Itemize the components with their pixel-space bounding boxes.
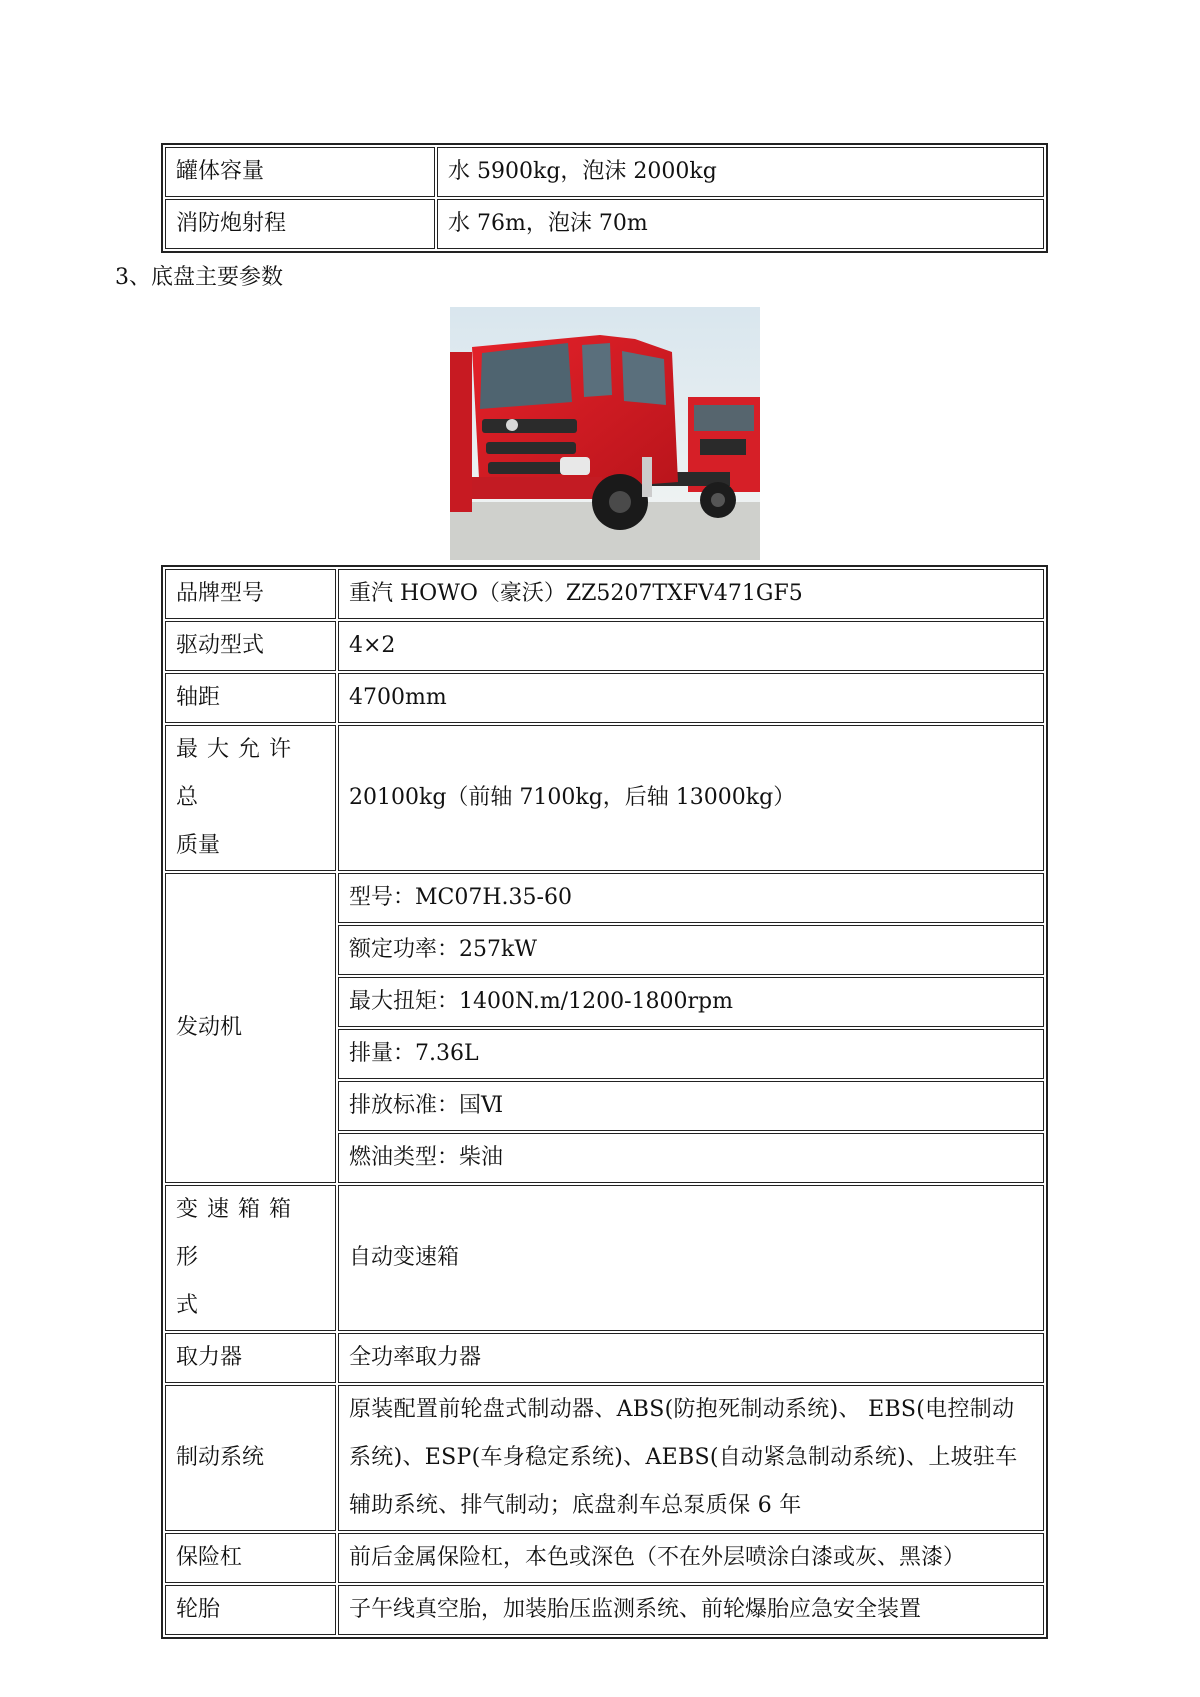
spec-key: [165, 725, 336, 871]
spec-key: 罐体容量: [165, 147, 435, 197]
spec-value: 前后金属保险杠，本色或深色（不在外层喷涂白漆或灰、黑漆）: [338, 1533, 1044, 1583]
spec-key: 保险杠: [165, 1533, 336, 1583]
table-row: [165, 1385, 1044, 1531]
table-row: [165, 1585, 1044, 1635]
spec-key: 发动机: [165, 873, 336, 1183]
spec-value: 最大扭矩：1400N.m/1200-1800rpm: [338, 977, 1044, 1027]
spec-key: 品牌型号: [165, 569, 336, 619]
spec-key: 轮胎: [165, 1585, 336, 1635]
spec-value: 4×2: [338, 621, 1044, 671]
spec-key-line: 最大允许总: [176, 737, 301, 810]
tank-spec-table: [161, 143, 1048, 253]
spec-value: 额定功率：257kW: [338, 925, 1044, 975]
spec-key-line: 质量: [176, 833, 221, 858]
spec-value: 型号：MC07H.35-60: [338, 873, 1044, 923]
spec-key: 驱动型式: [165, 621, 336, 671]
spec-value: 4700mm: [338, 673, 1044, 723]
red-fire-truck-chassis-photo: [450, 307, 760, 560]
table-row: [165, 673, 1044, 723]
spec-value: 水 5900kg，泡沫 2000kg: [437, 147, 1044, 197]
section-heading: 3、底盘主要参数: [115, 265, 283, 290]
spec-value: 原装配置前轮盘式制动器、ABS(防抱死制动系统)、 EBS(电控制动系统)、ESP(车身稳定系统)、AEBS(自动紧急制动系统)、上坡驻车辅助系统、排气制动；底盘刹车总泵质保 6 年: [338, 1385, 1044, 1531]
chassis-spec-table: [161, 565, 1048, 1639]
spec-value: 子午线真空胎，加装胎压监测系统、前轮爆胎应急安全装置: [338, 1585, 1044, 1635]
table-row: [165, 147, 1044, 197]
spec-key: 取力器: [165, 1333, 336, 1383]
spec-value: 全功率取力器: [338, 1333, 1044, 1383]
table-row: [165, 1533, 1044, 1583]
spec-key: 轴距: [165, 673, 336, 723]
spec-value: 排量：7.36L: [338, 1029, 1044, 1079]
spec-value: 自动变速箱: [338, 1185, 1044, 1331]
table-row: [165, 569, 1044, 619]
spec-key-line: 式: [176, 1293, 199, 1318]
spec-value: 重汽 HOWO（豪沃）ZZ5207TXFV471GF5: [338, 569, 1044, 619]
spec-key: 消防炮射程: [165, 199, 435, 249]
table-row: [165, 621, 1044, 671]
spec-value: 燃油类型：柴油: [338, 1133, 1044, 1183]
table-row: [165, 873, 1044, 923]
spec-value: 排放标准：国Ⅵ: [338, 1081, 1044, 1131]
spec-key: [165, 1185, 336, 1331]
table-row: [165, 1185, 1044, 1331]
table-row: [165, 725, 1044, 871]
spec-value: 水 76m，泡沫 70m: [437, 199, 1044, 249]
spec-value: 20100kg（前轴 7100kg，后轴 13000kg）: [338, 725, 1044, 871]
table-row: [165, 1333, 1044, 1383]
spec-key: 制动系统: [165, 1385, 336, 1531]
table-row: [165, 199, 1044, 249]
spec-key-line: 变速箱箱形: [176, 1197, 301, 1270]
